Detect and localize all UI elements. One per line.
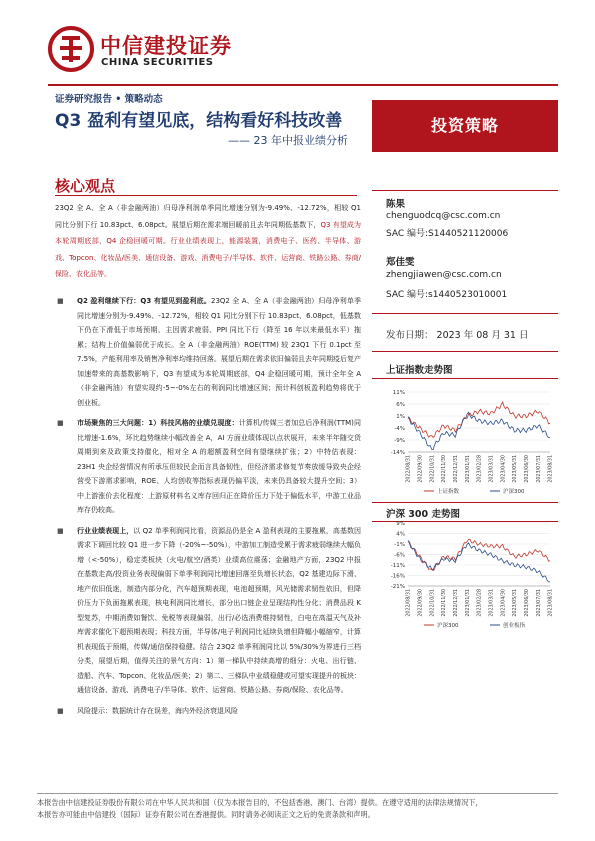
header-divider [48, 84, 558, 86]
y-tick-label: 4% [396, 531, 405, 538]
x-tick-label: 2022/11/30 [442, 455, 448, 483]
risk-note: ■ 风险提示：数据统计存在误差，海内外经济衰退风险 [55, 704, 361, 718]
category-badge: 投资策略 [372, 100, 558, 152]
chart-heading: 上证指数走势图 [386, 365, 453, 376]
bullet-item [55, 416, 361, 518]
company-logo [48, 26, 232, 74]
x-tick-label: 2023/08/31 [548, 589, 554, 617]
summary-text: 23Q2 全 A、全 A（非金融两油）归母净利润单季同比增速分别为-9.49%、-12.72%，相较 Q1 同比分别下行 10.83pct、6.08pct。展望后期在需求端回暖前且去年同期低基数下， [55, 204, 361, 229]
x-tick-label: 2023/05/31 [513, 455, 519, 483]
side-divider [372, 351, 558, 352]
side-divider [372, 502, 558, 503]
bullet-lead: 市场聚焦的三大问题：1）科技风格的业绩兑现度： [77, 419, 239, 427]
summary-highlight: Q3 有望成为本轮周期底部，Q4 企稳回暖可期。行业业绩表现上，能源装置，消费电子、医药、半导体、游戏、Topcon、化妆品/医美、通信设备、游戏、消费电子/半导体、软件、运营商、铁路公路、券商/保险、农化品等。 [55, 220, 361, 278]
chart-shanghai [372, 384, 558, 496]
y-tick-label: -14% [390, 450, 405, 456]
bullet-text: 23Q2 全 A、全 A（非金融两油）归母净利单季同比增速分别为-9.49%、-12.72%，相较 Q1 同比分别下行 10.83pct、6.08pct，低基数下仍在下滑低于市场预期，主因需求疲弱、PPI 同比下行（降至 16 年以来最低水平）拖累；结构上价值偏弱优于成长。全 A（非金融两油）ROE(TTM) 较 23Q1 下行 0.1pct 至 7.5%，产能利用率及销售净利率均维持回落。展望后期在需求依旧偏弱且去年同期疫后复产加速带来的高基数影响下，Q3 有望成为本轮周期底部，Q4 企稳回暖可期，预计全年全 A（非金融两油）有望实现约-5~-0%左右的利润同比增速区间；预计科创板盈利趋势将优于创业板。 [77, 297, 361, 407]
disclaimer-line: 本报告亦可能由中信建投（国际）证券有限公司在香港提供。同时请务必阅读正文之后的免责条款和声明。 [37, 810, 375, 819]
bullet-lead: 行业业绩表现上， [77, 526, 134, 535]
chart-svg [372, 384, 558, 496]
x-tick-label: 2022/10/31 [430, 455, 436, 483]
x-tick-label: 2023/08/31 [548, 455, 554, 483]
y-tick-label: -9% [394, 438, 405, 444]
x-tick-label: 2022/12/31 [454, 455, 460, 483]
x-tick-label: 2022/09/30 [418, 589, 424, 617]
analyst-sac: SAC 编号:s1440523010001 [386, 290, 508, 300]
x-tick-label: 2022/09/30 [418, 455, 424, 483]
footer-divider [37, 793, 558, 794]
y-tick-label: -21% [390, 584, 405, 590]
series-line [408, 412, 550, 449]
x-tick-label: 2023/04/30 [501, 455, 507, 483]
x-tick-label: 2023/05/31 [513, 589, 519, 617]
x-tick-label: 2022/11/30 [442, 589, 448, 617]
logo-mark-icon [48, 26, 94, 72]
chart-csi300 [372, 515, 558, 630]
x-tick-label: 2023/02/28 [477, 589, 483, 617]
x-tick-label: 2022/08/31 [406, 589, 412, 617]
y-tick-label: 9% [396, 521, 405, 527]
section-divider [55, 195, 357, 196]
logo-text-cn: 中信建投证券 [100, 34, 232, 58]
x-tick-label: 2023/04/30 [501, 589, 507, 617]
chart-heading: 沪深 300 走势图 [386, 509, 460, 520]
y-tick-label: 11% [392, 390, 405, 396]
report-type: 证券研究报告 • 策略动态 [55, 94, 163, 105]
y-tick-label: -1% [394, 542, 405, 548]
legend-label: 沪深300 [503, 489, 525, 495]
bullet-text: 以 Q2 单季利润同比看，资源品仍是全 A 盈利表现的主要拖累，高基数因需求下调回比较 Q1 进一步下降（-20%~-50%），中游加工制造受累于需求疲弱继续大幅负增（<-50%），稳定类板块（火电/航空/酒类）业绩高位震荡；金融地产方面，23Q2 中报在基数走高/投资业务表现偏弱下单季利润同比增速回落至负增长状态，Q2 基建边际下滑，地产依旧低迷，制造内部分化，汽车超预期表现，电池超预期，风光储需求韧性依旧，但降价压力下负面拖累表现，核电利润同比增长，部分出口链企业呈现结构性分化；消费品段 K 型复苏，中期消费如餐饮、免税等表现偏弱，出行/必选消费维持韧性，白电在高温天气及补库需求催化下超预期表现；科技方面，半导体/电子利润同比延续负增但降幅小幅缩窄，计算机表现低于预期，传媒/通信保持稳健。结合 23Q2 单季利润同比以 5%/30%为界进行三档分类，展望后期，值得关注的景气方向：1）第一梯队中持续高增的细分：火电、出行链、造船、汽车、Topcon、化妆品/医美；2）第二、三梯队中业绩稳健或可望实现提升的板块：通信设备、游戏、消费电子/半导体、软件、运营商、铁路公路、券商/保险、农化品等。 [77, 526, 362, 694]
analyst-email[interactable]: zhengjiawen@csc.com.cn [386, 270, 502, 280]
bullet-list [55, 294, 361, 718]
x-tick-label: 2023/02/28 [477, 455, 483, 483]
page-title: Q3 盈利有望见底，结构看好科技改善 [55, 111, 343, 131]
x-tick-label: 2023/01/31 [465, 589, 471, 617]
side-divider [372, 313, 558, 314]
bullet-text: 计算机/传媒三者加总后净利润(TTM)同比增速-1.6%，环比趋势继续小幅改善全 A，AI 方面业绩体现以点状展开，未来半年随交货周期到来及政策支持催化，相对全 A 的超额盈利空间有望继续扩张；2）中特估表现：23H1 央企经营情况有所承压但较民企而言具备韧性，但经济需求修复节奏放缓导致央企经营受下游需求影响，ROE、人均创收等指标表现仍偏平淡，未来仍具备较大提升空间；3）中上游涨价去化程度：上游原材料名义库存回归正在降价压力下处于偏低水平，中游工业品库存仍较高。 [77, 419, 361, 514]
analyst-email[interactable]: chenguodcq@csc.com.cn [386, 211, 501, 221]
y-tick-label: -4% [394, 426, 405, 432]
publish-date: 发布日期： 2023 年 08 月 31 日 [386, 330, 529, 341]
x-tick-label: 2023/01/31 [465, 455, 471, 483]
x-tick-label: 2023/07/31 [536, 589, 542, 617]
analyst-name: 郑佳雯 [386, 257, 415, 268]
y-tick-label: -6% [394, 552, 405, 559]
x-tick-label: 2023/07/31 [536, 455, 542, 483]
x-tick-label: 2022/10/31 [430, 589, 436, 617]
x-tick-label: 2023/06/30 [525, 455, 531, 483]
y-tick-label: 1% [396, 414, 405, 420]
legend-label: 创业板指 [503, 623, 526, 629]
y-tick-label: 6% [396, 402, 405, 408]
chart-svg [372, 515, 558, 630]
x-tick-label: 2023/03/31 [489, 589, 495, 617]
bullet-lead: Q2 盈利继续下行：Q3 有望见到盈利底。 [77, 297, 211, 305]
x-tick-label: 2022/12/31 [454, 589, 460, 617]
bullet-item [55, 524, 361, 698]
analyst-name: 陈果 [386, 199, 406, 210]
logo-text-en: CHINA SECURITIES [101, 57, 214, 68]
y-tick-label: -16% [390, 573, 405, 580]
summary-paragraph [55, 200, 361, 283]
x-tick-label: 2022/08/31 [406, 455, 412, 483]
x-tick-label: 2023/06/30 [525, 589, 531, 617]
legend-label: 上证指数 [437, 489, 460, 495]
disclaimer [37, 797, 562, 821]
side-divider [372, 378, 558, 379]
page-subtitle: —— 23 年中报业绩分析 [228, 134, 348, 147]
x-tick-label: 2023/03/31 [489, 455, 495, 483]
analyst-sac: SAC 编号:S1440521120006 [386, 229, 509, 239]
disclaimer-line: 本报告由中信建投证券股份有限公司在中华人民共和国（仅为本报告目的，不包括香港、澳门、台湾）提供。在遵守适用的法律法规情况下， [37, 798, 483, 807]
section-heading: 核心观点 [55, 177, 116, 195]
legend-label: 沪深300 [437, 623, 459, 629]
side-divider [372, 190, 558, 191]
bullet-item [55, 294, 361, 410]
y-tick-label: -11% [390, 563, 405, 569]
